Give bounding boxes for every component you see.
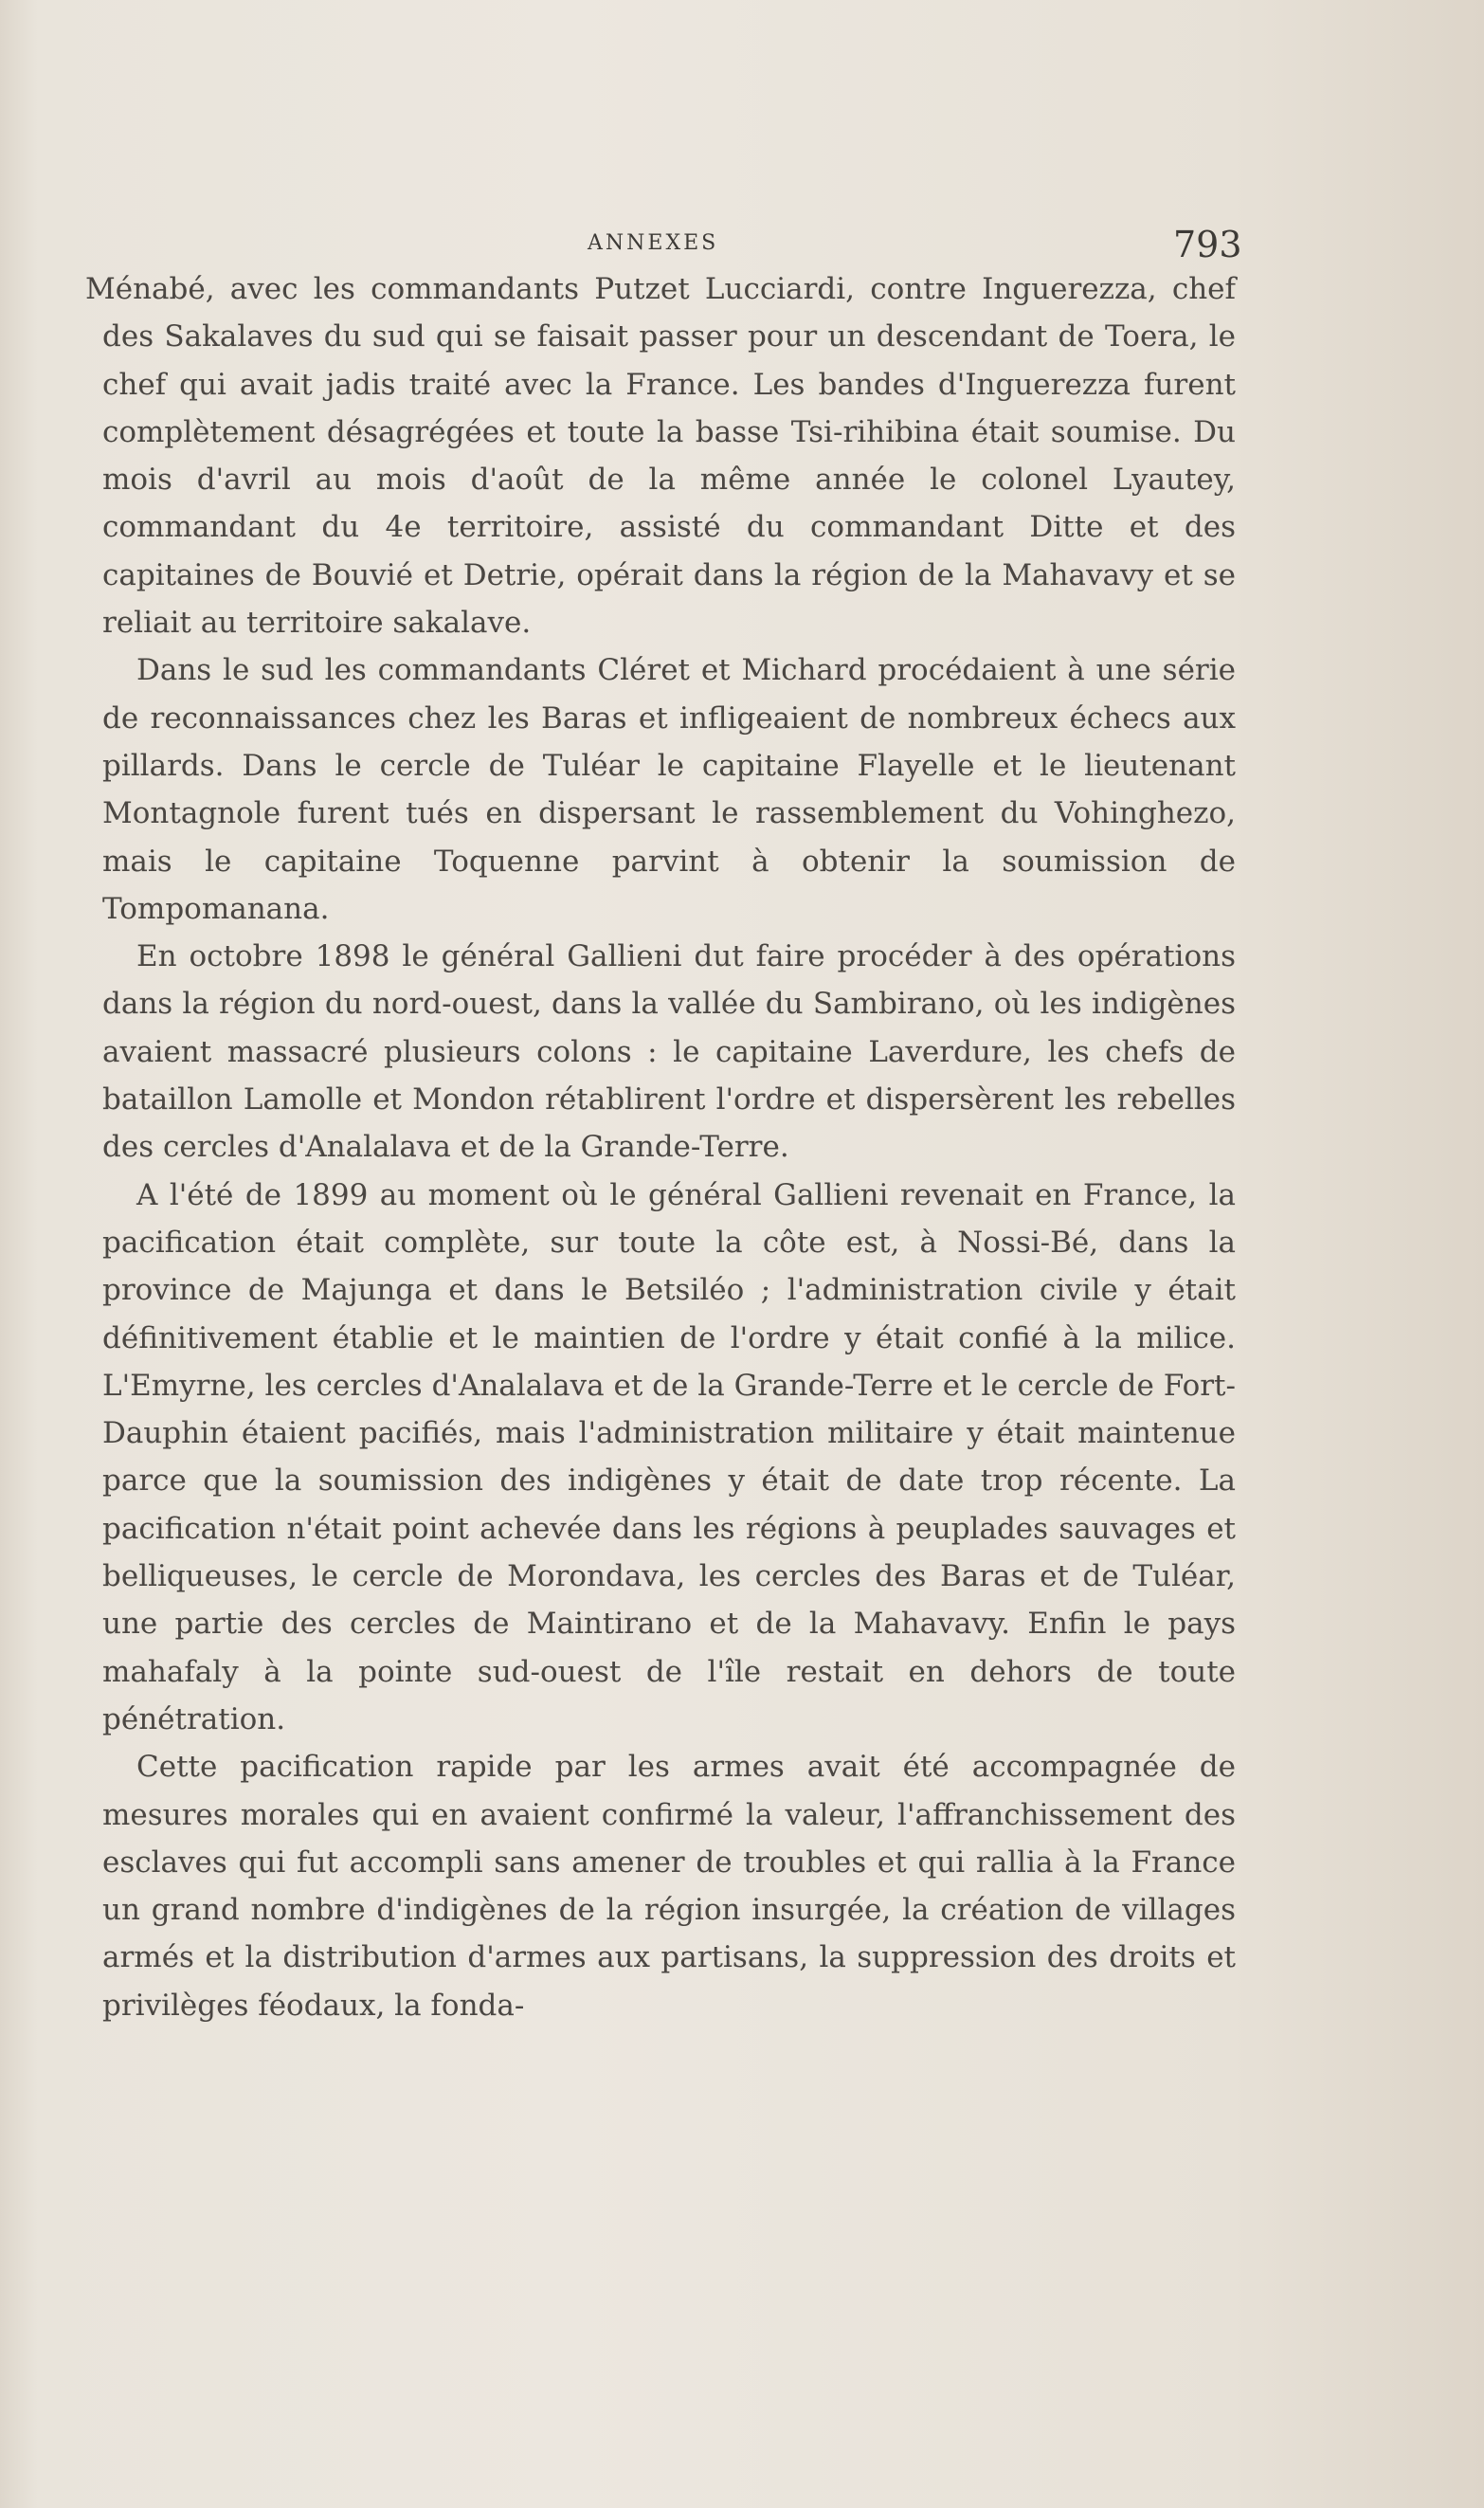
running-header — [0, 224, 1484, 265]
paragraph-3: En octobre 1898 le général Gallieni dut faire procéder à des opérations dans la région du nord-ouest, dans la vallée du Sambirano, où les indigènes avaient massacré plusieurs colons : le capitaine Laverdure, les chefs de bataillon Lamolle et Mondon rétablirent l'ordre et dispersèrent les rebelles des cercles d'Analalava et de la Grande-Terre. — [102, 939, 1236, 1165]
body-text — [85, 265, 1236, 2029]
paragraph-5: Cette pacification rapide par les armes avait été accompagnée de mesures morales qui en avaient confirmé la valeur, l'affranchissement des esclaves qui fut accompli sans amener de troubles et qui rallia à la France un grand nombre d'indigènes de la région insurgée, la création de villages armés et la distribution d'armes aux partisans, la suppression des droits et privilèges féodaux, la fonda- — [102, 1750, 1236, 2023]
page-number: 793 — [1173, 224, 1242, 265]
paragraph-2: Dans le sud les commandants Cléret et Michard procédaient à une série de reconnaissances chez les Baras et infligeaient de nombreux échecs aux pillards. Dans le cercle de Tuléar le capitaine Flayelle et le lieutenant Montagnole furent tués en dispersant le rassemblement du Vohinghezo, mais le capitaine Toquenne parvint à obtenir la soumission de Tompomanana. — [102, 653, 1236, 926]
paragraph-4: A l'été de 1899 au moment où le général Gallieni revenait en France, la pacification était complète, sur toute la côte est, à Nossi-Bé, dans la province de Majunga et dans le Betsiléo ; l'administration civile y était définitivement établie et le maintien de l'ordre y était confié à la milice. L'Emyrne, les cercles d'Analalava et de la Grande-Terre et le cercle de Fort-Dauphin étaient pacifiés, mais l'administration militaire y était maintenue parce que la soumission des indigènes y était de date trop récente. La pacification n'était point achevée dans les régions à peuplades sauvages et belliqueuses, le cercle de Morondava, les cercles des Baras et de Tuléar, une partie des cercles de Maintirano et de la Mahavavy. Enfin le pays mahafaly à la pointe sud-ouest de l'île restait en dehors de toute pénétration. — [102, 1177, 1236, 1736]
paragraph-1: Ménabé, avec les commandants Putzet Lucciardi, contre Inguerezza, chef des Sakalaves du sud qui se faisait passer pour un descendant de Toera, le chef qui avait jadis traité avec la France. Les bandes d'Inguerezza furent complètement désagrégées et toute la basse Tsi-rihibina était soumise. Du mois d'avril au mois d'août de la même année le colonel Lyautey, commandant du 4e territoire, assisté du commandant Ditte et des capitaines de Bouvié et Detrie, opérait dans la région de la Mahavavy et se reliait au territoire sakalave. — [85, 272, 1236, 641]
header-title: ANNEXES — [588, 231, 719, 255]
